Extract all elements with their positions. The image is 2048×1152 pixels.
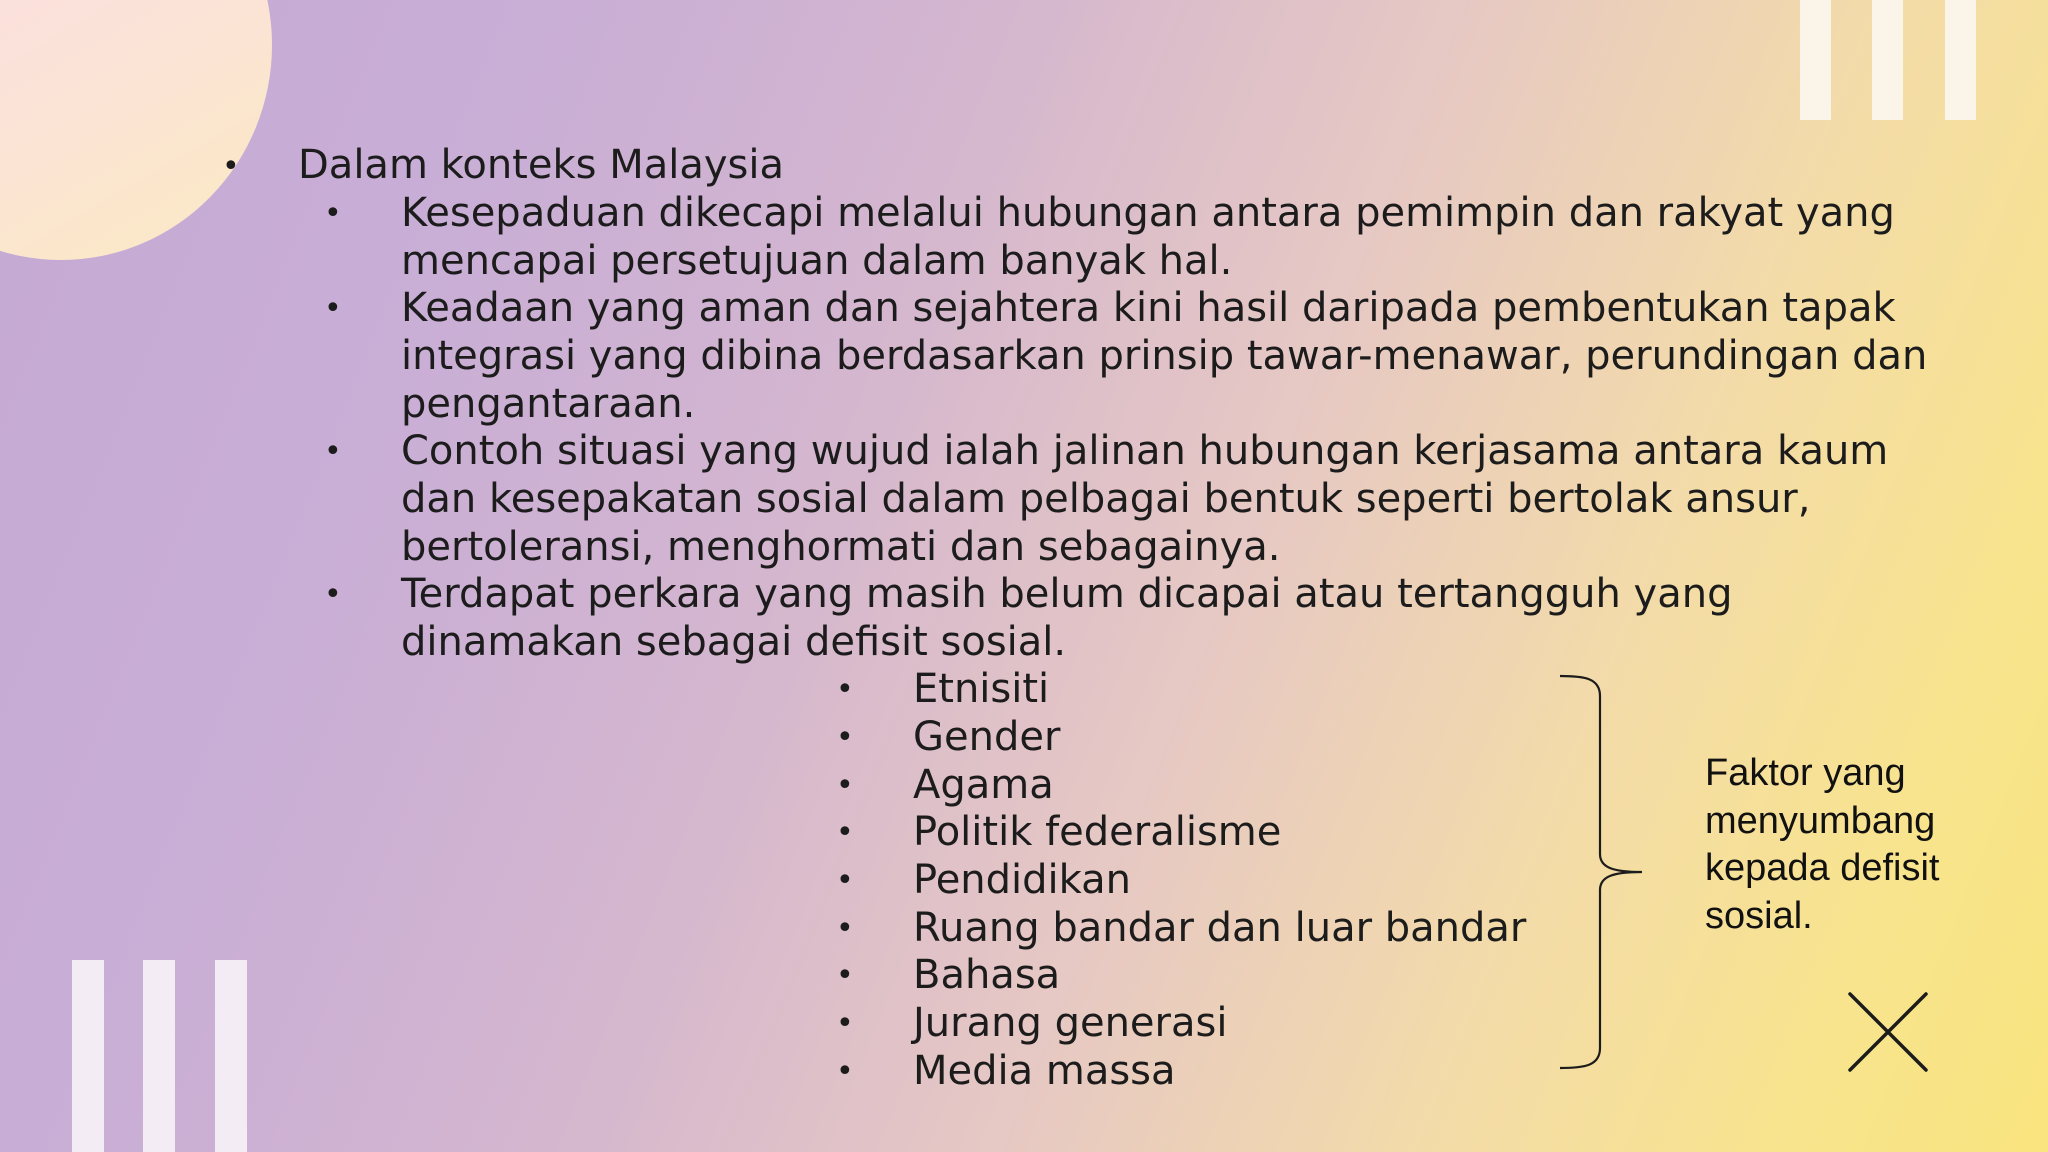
decorative-bar xyxy=(215,960,247,1152)
sub-point-line: Kesepaduan dikecapi melalui hubungan antara pemimpin dan rakyat yang xyxy=(401,190,1895,236)
sub-point-line: integrasi yang dibina berdasarkan prinsip tawar-menawar, perundingan dan xyxy=(401,333,1928,379)
decorative-bar xyxy=(72,960,104,1152)
factor-item: Ruang bandar dan luar bandar xyxy=(913,905,1527,951)
bullet: • xyxy=(324,577,342,612)
decorative-bar xyxy=(143,960,175,1152)
bullet: • xyxy=(324,434,342,469)
bullet: • xyxy=(836,720,854,755)
factor-item: Etnisiti xyxy=(913,666,1050,712)
bullet: • xyxy=(836,863,854,898)
curly-brace-icon xyxy=(1556,672,1666,1072)
sub-point-line: bertoleransi, menghormati dan sebagainya. xyxy=(401,524,1281,570)
bullet: • xyxy=(836,911,854,946)
bullet: • xyxy=(836,958,854,993)
close-icon xyxy=(1846,990,1930,1074)
bullet: • xyxy=(836,1006,854,1041)
decorative-bar xyxy=(1945,0,1976,120)
factor-item: Gender xyxy=(913,714,1061,760)
bullet: • xyxy=(324,291,342,326)
sub-point-line: dinamakan sebagai defisit sosial. xyxy=(401,619,1067,665)
bullet: • xyxy=(324,196,342,231)
side-note: Faktor yang menyumbang kepada defisit sosial. xyxy=(1705,752,1940,937)
sub-point-line: mencapai persetujuan dalam banyak hal. xyxy=(401,238,1233,284)
bullet: • xyxy=(836,672,854,707)
bullet: • xyxy=(836,1054,854,1089)
factor-item: Media massa xyxy=(913,1048,1176,1094)
sub-point-line: pengantaraan. xyxy=(401,381,696,427)
factor-item: Agama xyxy=(913,762,1054,808)
bullet: • xyxy=(222,149,240,184)
main-point: Dalam konteks Malaysia xyxy=(298,142,784,188)
sub-point-line: Contoh situasi yang wujud ialah jalinan hubungan kerjasama antara kaum xyxy=(401,428,1889,474)
decorative-bar xyxy=(1800,0,1831,120)
factor-item: Politik federalisme xyxy=(913,809,1282,855)
sub-point-line: Keadaan yang aman dan sejahtera kini hasil daripada pembentukan tapak xyxy=(401,285,1896,331)
sub-point-line: Terdapat perkara yang masih belum dicapai atau tertangguh yang xyxy=(401,571,1733,617)
bullet: • xyxy=(836,815,854,850)
factor-item: Pendidikan xyxy=(913,857,1131,903)
factor-item: Bahasa xyxy=(913,952,1061,998)
factor-item: Jurang generasi xyxy=(913,1000,1228,1046)
sub-point-line: dan kesepakatan sosial dalam pelbagai bentuk seperti bertolak ansur, xyxy=(401,476,1811,522)
bullet: • xyxy=(836,768,854,803)
decorative-bar xyxy=(1872,0,1903,120)
decorative-circle xyxy=(0,0,272,260)
